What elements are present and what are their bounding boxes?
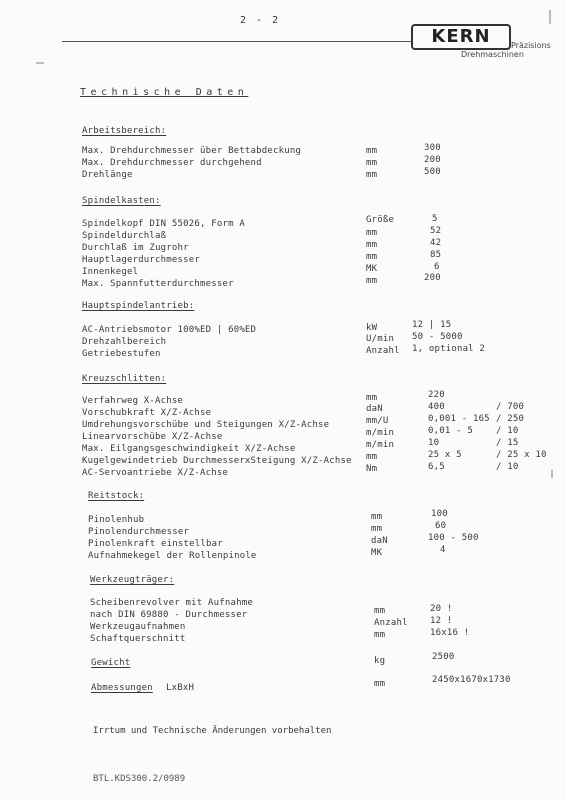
spec-label: Durchlaß im Zugrohr <box>82 243 189 253</box>
spec-unit: Anzahl <box>374 618 408 628</box>
section-title-spindelkasten: Spindelkasten: <box>82 196 161 206</box>
spec-value-z: / 15 <box>496 438 519 448</box>
spec-value: 300 <box>424 143 441 153</box>
spec-unit: mm <box>366 276 378 286</box>
disclaimer-note: Irrtum und Technische Änderungen vorbehalten <box>93 726 332 736</box>
section-title-reitstock: Reitstock: <box>88 491 145 501</box>
spec-label: Verfahrweg X-Achse <box>82 396 184 406</box>
spec-label: Max. Spannfutterdurchmesser <box>82 279 234 289</box>
spec-value: 0,01 - 5 <box>428 426 473 436</box>
spec-unit: kg <box>374 656 386 666</box>
spec-label: AC-Servoantriebe X/Z-Achse <box>82 468 229 478</box>
spec-unit: Anzahl <box>366 346 400 356</box>
spec-label: Getriebestufen <box>82 349 161 359</box>
spec-unit: daN <box>366 404 383 414</box>
header-rule <box>62 41 412 42</box>
spec-unit: Größe <box>366 215 395 225</box>
spec-value-z: / 700 <box>496 402 525 412</box>
spec-value-z: / 10 <box>496 462 519 472</box>
section-title-kreuzschlitten: Kreuzschlitten: <box>82 374 167 384</box>
spec-label: Schaftquerschnitt <box>90 634 186 644</box>
spec-value-z: / 250 <box>496 414 525 424</box>
spec-unit: mm <box>366 170 378 180</box>
spec-value: 2450x1670x1730 <box>432 675 511 685</box>
spec-value: 400 <box>428 402 445 412</box>
spec-label: Scheibenrevolver mit Aufnahme <box>90 598 253 608</box>
spec-unit: MK <box>371 548 383 558</box>
spec-value: 12 ! <box>430 616 453 626</box>
spec-label: Hauptlagerdurchmesser <box>82 255 200 265</box>
spec-label: Kugelgewindetrieb DurchmesserxSteigung X/Z-Achse <box>82 456 352 466</box>
section-title-arbeitsbereich: Arbeitsbereich: <box>82 126 167 136</box>
spec-value: 12 | 15 <box>412 320 452 330</box>
scan-mark <box>549 10 551 24</box>
spec-unit: mm/U <box>366 416 389 426</box>
spec-value-z: / 10 <box>496 426 519 436</box>
spec-value: 6 <box>434 262 440 272</box>
spec-label: Aufnahmekegel der Rollenpinole <box>88 551 257 561</box>
dimensions-format: LxBxH <box>166 683 195 693</box>
spec-unit: mm <box>374 630 386 640</box>
spec-value: 500 <box>424 167 441 177</box>
document-title: Technische Daten <box>80 87 249 98</box>
page-number: 2 - 2 <box>240 15 281 26</box>
spec-value: 42 <box>430 238 442 248</box>
spec-unit: kW <box>366 323 378 333</box>
logo-subtitle-2: Drehmaschinen <box>461 50 524 59</box>
spec-unit: mm <box>366 393 378 403</box>
spec-unit: m/min <box>366 428 395 438</box>
spec-label: Werkzeugaufnahmen <box>90 622 186 632</box>
spec-unit: mm <box>366 252 378 262</box>
spec-unit: U/min <box>366 334 395 344</box>
logo-subtitle-1: Präzisions <box>511 41 551 50</box>
spec-unit: mm <box>374 606 386 616</box>
spec-value: 200 <box>424 155 441 165</box>
spec-label: AC-Antriebsmotor 100%ED | 60%ED <box>82 325 257 335</box>
spec-label: Pinolenhub <box>88 515 145 525</box>
spec-value: 20 ! <box>430 604 453 614</box>
section-title-werkzeugtraeger: Werkzeugträger: <box>90 575 175 585</box>
spec-value: 100 <box>431 509 448 519</box>
spec-value: 85 <box>430 250 442 260</box>
spec-label: Linearvorschübe X/Z-Achse <box>82 432 223 442</box>
spec-unit: MK <box>366 264 378 274</box>
spec-value: 6,5 <box>428 462 445 472</box>
spec-value: 4 <box>440 545 446 555</box>
spec-label: Pinolenkraft einstellbar <box>88 539 223 549</box>
spec-label: Max. Eilgangsgeschwindigkeit X/Z-Achse <box>82 444 296 454</box>
spec-label: Max. Drehdurchmesser über Bettabdeckung <box>82 146 302 156</box>
document-reference: BTL.KDS300.2/0989 <box>93 774 186 784</box>
spec-label: Drehzahlbereich <box>82 337 167 347</box>
spec-value: 220 <box>428 390 445 400</box>
spec-label: nach DIN 69880 - Durchmesser <box>90 610 248 620</box>
spec-value: 52 <box>430 226 442 236</box>
spec-unit: mm <box>371 512 383 522</box>
scan-mark <box>551 470 553 478</box>
scan-mark <box>36 62 44 64</box>
spec-value: 50 - 5000 <box>412 332 463 342</box>
spec-unit: mm <box>374 679 386 689</box>
spec-value: 0,001 - 165 <box>428 414 490 424</box>
spec-value: 2500 <box>432 652 455 662</box>
spec-label: Innenkegel <box>82 267 139 277</box>
spec-label: Spindelkopf DIN 55026, Form A <box>82 219 245 229</box>
section-title-abmessungen: Abmessungen <box>91 683 153 693</box>
kern-logo: KERN <box>411 24 511 50</box>
spec-value: 100 - 500 <box>428 533 479 543</box>
spec-value-z: / 25 x 10 <box>496 450 547 460</box>
spec-label: Vorschubkraft X/Z-Achse <box>82 408 212 418</box>
spec-unit: mm <box>366 240 378 250</box>
spec-unit: Nm <box>366 464 378 474</box>
spec-value: 5 <box>432 214 438 224</box>
spec-unit: mm <box>366 158 378 168</box>
spec-unit: mm <box>366 228 378 238</box>
spec-label: Umdrehungsvorschübe und Steigungen X/Z-Achse <box>82 420 330 430</box>
spec-label: Spindeldurchlaß <box>82 231 167 241</box>
section-title-hauptspindelantrieb: Hauptspindelantrieb: <box>82 301 195 311</box>
spec-value: 10 <box>428 438 440 448</box>
section-title-gewicht: Gewicht <box>91 658 131 668</box>
spec-value: 25 x 5 <box>428 450 462 460</box>
spec-label: Max. Drehdurchmesser durchgehend <box>82 158 262 168</box>
spec-label: Drehlänge <box>82 170 133 180</box>
spec-unit: mm <box>371 524 383 534</box>
spec-label: Pinolendurchmesser <box>88 527 190 537</box>
spec-value: 16x16 ! <box>430 628 470 638</box>
spec-unit: mm <box>366 146 378 156</box>
spec-value: 1, optional 2 <box>412 344 486 354</box>
spec-unit: m/min <box>366 440 395 450</box>
spec-unit: daN <box>371 536 388 546</box>
spec-value: 200 <box>424 273 441 283</box>
spec-unit: mm <box>366 452 378 462</box>
spec-value: 60 <box>435 521 447 531</box>
